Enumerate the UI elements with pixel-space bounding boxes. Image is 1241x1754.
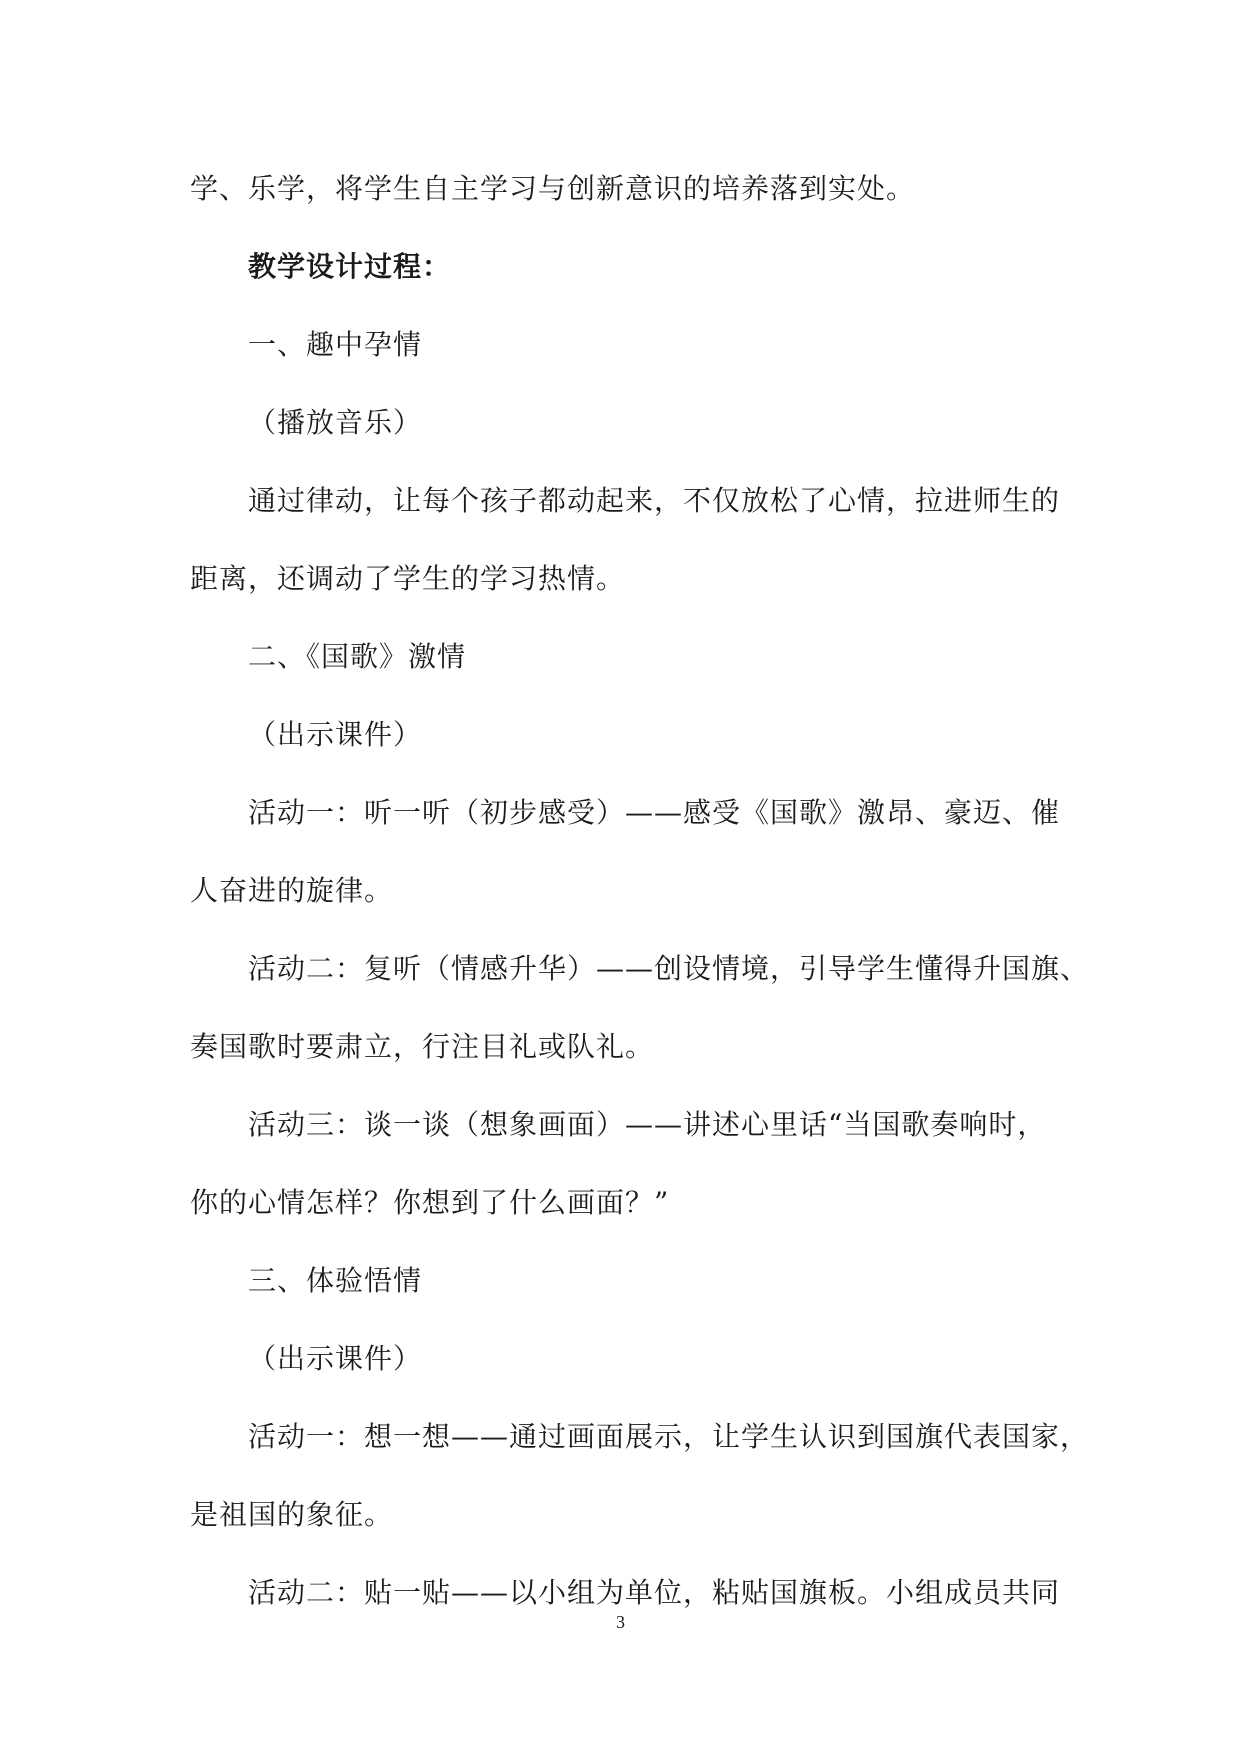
- paragraph-line: 通过律动，让每个孩子都动起来，不仅放松了心情，拉进师生的: [248, 484, 1061, 517]
- activity-line: 是祖国的象征。: [190, 1498, 394, 1531]
- activity-line: 活动二：复听（情感升华）——创设情境，引导学生懂得升国旗、: [248, 952, 1090, 985]
- activity-line: 活动二：贴一贴——以小组为单位，粘贴国旗板。小组成员共同: [248, 1576, 1061, 1609]
- stage-direction-courseware: （出示课件）: [248, 1342, 423, 1375]
- activity-line: 活动三：谈一谈（想象画面）——讲述心里话“当国歌奏响时，: [248, 1108, 1047, 1141]
- page-number: 3: [616, 1612, 625, 1632]
- section-heading-2: 二、《国歌》激情: [248, 640, 467, 673]
- stage-direction-music: （播放音乐）: [248, 406, 423, 439]
- document-body: [190, 150, 1090, 1632]
- paragraph-line: 距离，还调动了学生的学习热情。: [190, 562, 626, 595]
- section-heading-teaching-design: [190, 228, 1052, 306]
- paragraph-continuation: 学、乐学，将学生自主学习与创新意识的培养落到实处。: [190, 172, 916, 205]
- activity-line: 奏国歌时要肃立，行注目礼或队礼。: [190, 1030, 655, 1063]
- activity-line: 活动一：想一想——通过画面展示，让学生认识到国旗代表国家，: [248, 1420, 1090, 1453]
- section-heading-3: 三、体验悟情: [248, 1264, 423, 1297]
- section-heading-1: 一、趣中孕情: [248, 328, 423, 361]
- activity-line: 人奋进的旋律。: [190, 874, 394, 907]
- stage-direction-courseware: （出示课件）: [248, 718, 423, 751]
- activity-line: 你的心情怎样？你想到了什么画面？”: [190, 1186, 670, 1219]
- heading-text: 教学设计过程：: [248, 250, 452, 283]
- activity-line: 活动一：听一听（初步感受）——感受《国歌》激昂、豪迈、催: [248, 796, 1061, 829]
